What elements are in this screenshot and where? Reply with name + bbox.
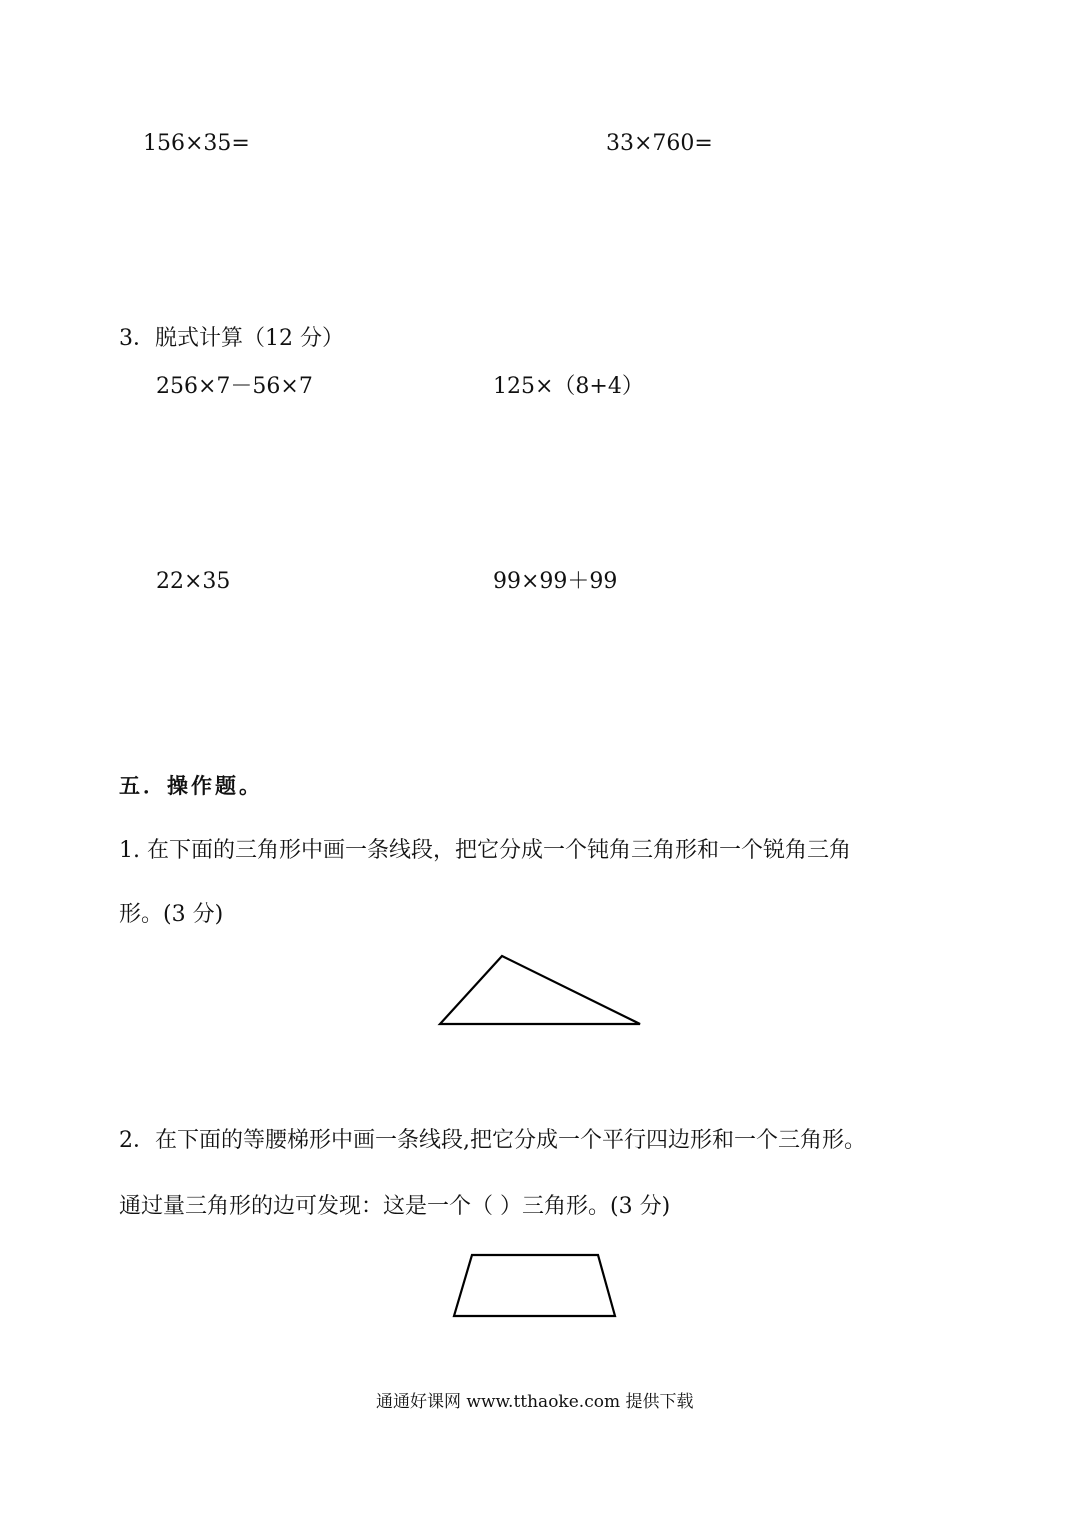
problem-256x7-56x7: 256×7－56×7 — [156, 374, 313, 399]
question2-line2: 通过量三角形的边可发现：这是一个（ ）三角形。(3 分) — [119, 1194, 671, 1219]
problem-99x99plus99: 99×99＋99 — [493, 569, 618, 594]
section5-heading: 五．操作题。 — [119, 773, 263, 798]
problem-33x760: 33×760= — [606, 131, 713, 156]
problem-22x35: 22×35 — [156, 569, 231, 594]
question1-line2: 形。(3 分) — [119, 902, 224, 927]
question1-line1: 1. 在下面的三角形中画一条线段，把它分成一个钝角三角形和一个锐角三角 — [119, 838, 851, 863]
problem-125x8plus4: 125×（8+4） — [493, 374, 644, 399]
question2-line1: 2．在下面的等腰梯形中画一条线段,把它分成一个平行四边形和一个三角形。 — [119, 1128, 866, 1153]
footer-text: 通通好课网 www.tthaoke.com 提供下载 — [376, 1392, 694, 1412]
problem-156x35: 156×35= — [143, 131, 250, 156]
section3-title: 3．脱式计算（12 分） — [119, 326, 344, 351]
isosceles-trapezoid-figure — [454, 1255, 615, 1316]
